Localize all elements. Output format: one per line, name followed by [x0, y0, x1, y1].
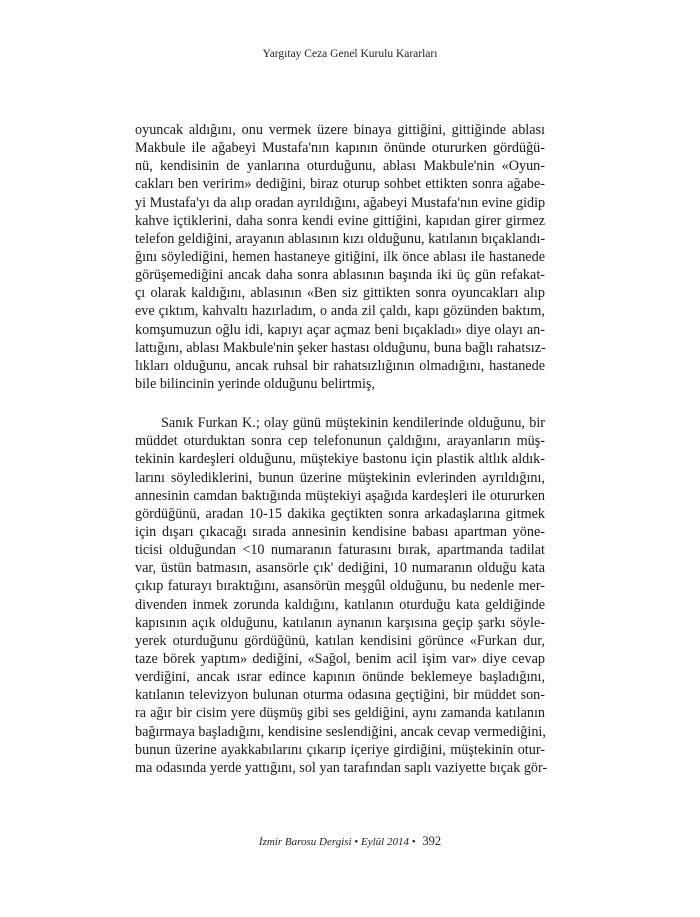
footer-separator: •	[354, 836, 359, 848]
text-line: telefon geldiğini, arayanın ablasının kızı olduğunu, katılanın bıçaklandı-	[135, 230, 546, 247]
text-line: bile bilincinin yerinde olduğunu belirtmiş,	[135, 375, 375, 392]
text-line: bunun üzerine ayakkabılarını çıkarıp içeriye girdiğini, müştekinin otur-	[135, 741, 545, 758]
text-line: yerek oturduğunu gördüğünü, katılan kendisini görünce «Furkan dur,	[135, 632, 545, 649]
text-line: çı olarak kaldığını, ablasının «Ben siz gittikten sonra oyuncakları alıp	[135, 285, 545, 302]
text-line: nü, kendisinin de yanlarına oturduğunu, ablası Makbule'nin «Oyun-	[135, 158, 545, 175]
text-line: çıkıp faturayı bıraktığını, asansörün meşgûl olduğunu, bu nedenle mer-	[135, 578, 545, 595]
text-line: Sanık Furkan K.; olay günü müştekinin kendilerinde olduğunu, bir	[161, 415, 545, 432]
text-line: lıkları olduğunu, ancak ruhsal bir rahatsızlığının olmadığını, hastanede	[135, 357, 545, 374]
page-body	[135, 121, 548, 777]
text-line: kapısının açık olduğunu, katılanın aynanın karşısına geçip şarkı söyle-	[135, 614, 545, 631]
text-line: görüşemediğini ancak daha sonra ablasının başında iki üç gün refakat-	[135, 267, 545, 284]
text-line: komşumuzun oğlu idi, kapıyı açar açmaz beni bıçakladı» diye olayı an-	[135, 321, 545, 338]
text-line: eve çıktım, kahvaltı hazırladım, o anda zil çaldı, kapı gözünden baktım,	[135, 303, 545, 320]
text-line: verdiğini, ancak ısrar edince kapının önünde beklemeye başladığını,	[135, 669, 545, 686]
text-line: ma odasında yerde yattığını, sol yan tarafından saplı vaziyette bıçak gör-	[135, 759, 548, 776]
text-line: ticisi olduğundan <10 numaranın faturasını bırak, apartmanda tadilat	[135, 542, 545, 559]
text-line: Makbule ile ağabeyi Mustafa'nın kapının önünde otururken gördüğü-	[135, 140, 545, 157]
footer-separator: •	[411, 836, 416, 848]
text-line: var, üstün batmasın, asansörle çık' dediğini, 10 numaranın olduğu kata	[135, 560, 545, 577]
text-line: cakları ben veririm» dediğini, biraz oturup sohbet ettikten sonra ağabe-	[135, 176, 545, 193]
text-line: bağırmaya başladığını, kendisine seslendiğini, ancak cevap vermediğini,	[135, 723, 546, 740]
page-footer	[0, 834, 700, 849]
text-line: için dışarı çıkacağı sırada annesinin kendisine babası apartman yöne-	[135, 523, 545, 540]
text-line: kahve içtiklerini, daha sonra kendi evine gittiğini, kapıdan girer girmez	[135, 212, 545, 229]
paragraph-gap	[135, 393, 545, 414]
text-line: ğını söylediğini, hemen hastaneye gitiğini, ilk önce ablası ile hastanede	[135, 248, 545, 265]
running-header: Yargıtay Ceza Genel Kurulu Kararları	[262, 48, 438, 60]
text-line: larını söylediklerini, bunun üzerine müştekinin evlerinden ayrıldığını,	[135, 469, 545, 486]
journal-name: İzmir Barosu Dergisi	[258, 836, 352, 848]
text-line: yi Mustafa'yı da alıp oradan ayrıldığını, ağabeyi Mustafa'nın evine gidip	[135, 194, 546, 211]
page-number: 392	[422, 834, 442, 848]
paragraph-2	[135, 414, 548, 777]
text-line: katılanın televizyon bulunan oturma odasına geçtiğini, bir müddet son-	[135, 687, 545, 704]
text-line: ra ağır bir cisim yere düşmüş gibi ses geldiğini, aynı zamanda katılanın	[135, 705, 545, 722]
text-line: divenden inmek zorunda kaldığını, katılanın oturduğu kata geldiğinde	[135, 596, 545, 613]
text-line: gördüğünü, aradan 10-15 dakika geçtikten sonra arkadaşlarına gitmek	[135, 505, 545, 522]
text-line: tekinin kardeşleri olduğunu, müştekiye bastonu için plastik altlık aldık-	[135, 451, 545, 468]
text-line: taze börek yaptım» dediğini, «Sağol, benim acil işim var» diye cevap	[135, 650, 545, 667]
issue-date: Eylül 2014	[360, 836, 409, 848]
text-line: oyuncak aldığını, onu vermek üzere binaya gittiğini, gittiğinde ablası	[135, 122, 545, 138]
text-line: müddet oturduktan sonra cep telefonunun çaldığını, arayanların müş-	[135, 433, 545, 450]
text-line: lattığını, ablası Makbule'nin şeker hastası olduğunu, buna bağlı rahatsız-	[135, 339, 546, 356]
text-line: annesinin camdan baktığında müştekiyi aşağıda kardeşleri ile otururken	[135, 487, 545, 504]
paragraph-1	[135, 121, 545, 393]
